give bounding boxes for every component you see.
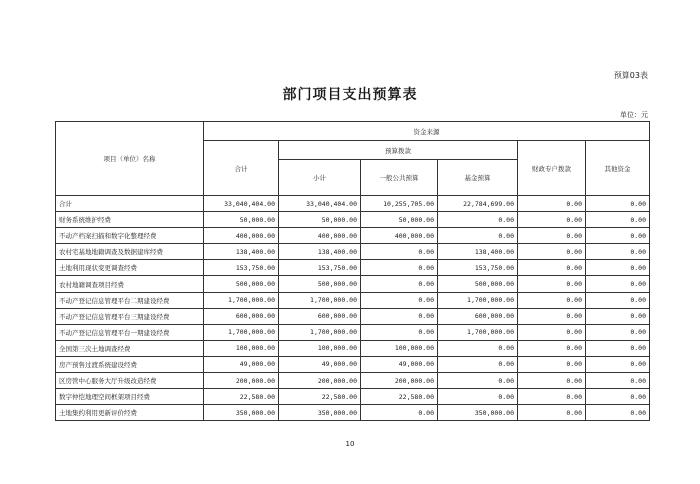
subtotal-cell: 1,700,000.00	[279, 292, 361, 308]
unit-label: 单位：元	[620, 111, 648, 119]
general-public-cell: 49,000.00	[361, 356, 438, 372]
fund-budget-cell: 0.00	[438, 212, 518, 228]
item-name-cell: 不动产登记信息管理平台一期建设经费	[56, 324, 204, 340]
item-name-cell: 农村地籍调查项目经费	[56, 276, 204, 292]
fund-budget-cell: 0.00	[438, 373, 518, 389]
total-cell: 153,750.00	[204, 260, 279, 276]
fund-budget-cell: 500,000.00	[438, 276, 518, 292]
table-row	[56, 244, 650, 260]
fiscal-special-cell: 0.00	[518, 340, 586, 356]
total-cell: 100,000.00	[204, 340, 279, 356]
table-row	[56, 228, 650, 244]
total-cell: 138,400.00	[204, 244, 279, 260]
subtotal-cell: 350,000.00	[279, 405, 361, 421]
total-cell: 500,000.00	[204, 276, 279, 292]
fiscal-special-cell: 0.00	[518, 405, 586, 421]
fiscal-special-cell: 0.00	[518, 244, 586, 260]
page-number: 10	[345, 440, 355, 448]
header-fiscal-special: 财政专户拨款	[518, 141, 586, 196]
general-public-cell: 0.00	[361, 405, 438, 421]
other-funds-cell: 0.00	[586, 196, 650, 212]
header-general-public: 一般公共预算	[361, 160, 438, 196]
item-name-cell: 财务系统维护经费	[56, 212, 204, 228]
fiscal-special-cell: 0.00	[518, 356, 586, 372]
header-subtotal: 小计	[279, 160, 361, 196]
table-row	[56, 292, 650, 308]
other-funds-cell: 0.00	[586, 244, 650, 260]
table-row	[56, 308, 650, 324]
fund-budget-cell: 600,000.00	[438, 308, 518, 324]
total-cell: 200,000.00	[204, 373, 279, 389]
subtotal-cell: 49,000.00	[279, 356, 361, 372]
table-row	[56, 356, 650, 372]
fund-budget-cell: 153,750.00	[438, 260, 518, 276]
other-funds-cell: 0.00	[586, 276, 650, 292]
page-title: 部门项目支出预算表	[282, 87, 418, 103]
item-name-cell: 土地利用现状变更调查经费	[56, 260, 204, 276]
total-cell: 22,580.00	[204, 389, 279, 405]
general-public-cell: 200,000.00	[361, 373, 438, 389]
header-funding-source: 资金来源	[204, 122, 650, 141]
fiscal-special-cell: 0.00	[518, 308, 586, 324]
other-funds-cell: 0.00	[586, 308, 650, 324]
general-public-cell: 0.00	[361, 308, 438, 324]
fiscal-special-cell: 0.00	[518, 228, 586, 244]
header-other-funds: 其他资金	[586, 141, 650, 196]
total-cell: 50,000.00	[204, 212, 279, 228]
table-row	[56, 196, 650, 212]
total-cell: 1,700,000.00	[204, 324, 279, 340]
fiscal-special-cell: 0.00	[518, 212, 586, 228]
fund-budget-cell: 0.00	[438, 356, 518, 372]
table-row	[56, 212, 650, 228]
fiscal-special-cell: 0.00	[518, 196, 586, 212]
other-funds-cell: 0.00	[586, 373, 650, 389]
subtotal-cell: 153,750.00	[279, 260, 361, 276]
item-name-cell: 农村宅基地地籍调查及数据建库经费	[56, 244, 204, 260]
general-public-cell: 0.00	[361, 244, 438, 260]
table-row	[56, 389, 650, 405]
subtotal-cell: 1,700,000.00	[279, 324, 361, 340]
fund-budget-cell: 0.00	[438, 389, 518, 405]
total-cell: 1,700,000.00	[204, 292, 279, 308]
general-public-cell: 0.00	[361, 276, 438, 292]
subtotal-cell: 33,040,404.00	[279, 196, 361, 212]
form-number: 预算03表	[613, 71, 648, 80]
other-funds-cell: 0.00	[586, 260, 650, 276]
fund-budget-cell: 1,700,000.00	[438, 292, 518, 308]
total-cell: 33,040,404.00	[204, 196, 279, 212]
subtotal-cell: 600,000.00	[279, 308, 361, 324]
fund-budget-cell: 22,784,699.00	[438, 196, 518, 212]
fund-budget-cell: 0.00	[438, 340, 518, 356]
item-name-cell: 不动产档案扫描和数字化整理经费	[56, 228, 204, 244]
subtotal-cell: 200,000.00	[279, 373, 361, 389]
table-row	[56, 405, 650, 421]
general-public-cell: 10,255,705.00	[361, 196, 438, 212]
item-name-cell: 土地集约利用更新评价经费	[56, 405, 204, 421]
fund-budget-cell: 0.00	[438, 228, 518, 244]
total-cell: 350,000.00	[204, 405, 279, 421]
general-public-cell: 0.00	[361, 260, 438, 276]
table-row	[56, 340, 650, 356]
general-public-cell: 0.00	[361, 292, 438, 308]
budget-table	[55, 121, 650, 421]
table-header	[56, 122, 650, 196]
table-row	[56, 324, 650, 340]
fund-budget-cell: 138,400.00	[438, 244, 518, 260]
header-total: 合计	[204, 141, 279, 196]
fund-budget-cell: 1,700,000.00	[438, 324, 518, 340]
table-row	[56, 260, 650, 276]
table-row	[56, 276, 650, 292]
fiscal-special-cell: 0.00	[518, 324, 586, 340]
item-name-cell: 全国第三次土地调查经费	[56, 340, 204, 356]
total-cell: 49,000.00	[204, 356, 279, 372]
header-item-name: 项目（单位）名称	[56, 122, 204, 196]
general-public-cell: 400,000.00	[361, 228, 438, 244]
subtotal-cell: 500,000.00	[279, 276, 361, 292]
subtotal-cell: 138,400.00	[279, 244, 361, 260]
general-public-cell: 100,000.00	[361, 340, 438, 356]
fiscal-special-cell: 0.00	[518, 260, 586, 276]
header-budget-allocation: 预算拨款	[279, 141, 518, 160]
other-funds-cell: 0.00	[586, 340, 650, 356]
fiscal-special-cell: 0.00	[518, 373, 586, 389]
item-name-cell: 不动产登记信息管理平台三期建设经费	[56, 308, 204, 324]
subtotal-cell: 400,000.00	[279, 228, 361, 244]
fiscal-special-cell: 0.00	[518, 389, 586, 405]
total-cell: 400,000.00	[204, 228, 279, 244]
fund-budget-cell: 350,000.00	[438, 405, 518, 421]
general-public-cell: 50,000.00	[361, 212, 438, 228]
other-funds-cell: 0.00	[586, 228, 650, 244]
item-name-cell: 不动产登记信息管理平台二期建设经费	[56, 292, 204, 308]
other-funds-cell: 0.00	[586, 324, 650, 340]
other-funds-cell: 0.00	[586, 212, 650, 228]
subtotal-cell: 50,000.00	[279, 212, 361, 228]
subtotal-cell: 100,000.00	[279, 340, 361, 356]
other-funds-cell: 0.00	[586, 356, 650, 372]
general-public-cell: 0.00	[361, 324, 438, 340]
table-body	[56, 196, 650, 421]
item-name-cell: 房产预售过渡系统建设经费	[56, 356, 204, 372]
total-cell: 600,000.00	[204, 308, 279, 324]
table-row	[56, 373, 650, 389]
item-name-cell: 区房管中心服务大厅升级改造经费	[56, 373, 204, 389]
item-name-cell: 合计	[56, 196, 204, 212]
fiscal-special-cell: 0.00	[518, 292, 586, 308]
subtotal-cell: 22,580.00	[279, 389, 361, 405]
general-public-cell: 22,580.00	[361, 389, 438, 405]
item-name-cell: 数字仲恺地理空间框架项目经费	[56, 389, 204, 405]
header-fund-budget: 基金预算	[438, 160, 518, 196]
fiscal-special-cell: 0.00	[518, 276, 586, 292]
other-funds-cell: 0.00	[586, 405, 650, 421]
other-funds-cell: 0.00	[586, 292, 650, 308]
other-funds-cell: 0.00	[586, 389, 650, 405]
